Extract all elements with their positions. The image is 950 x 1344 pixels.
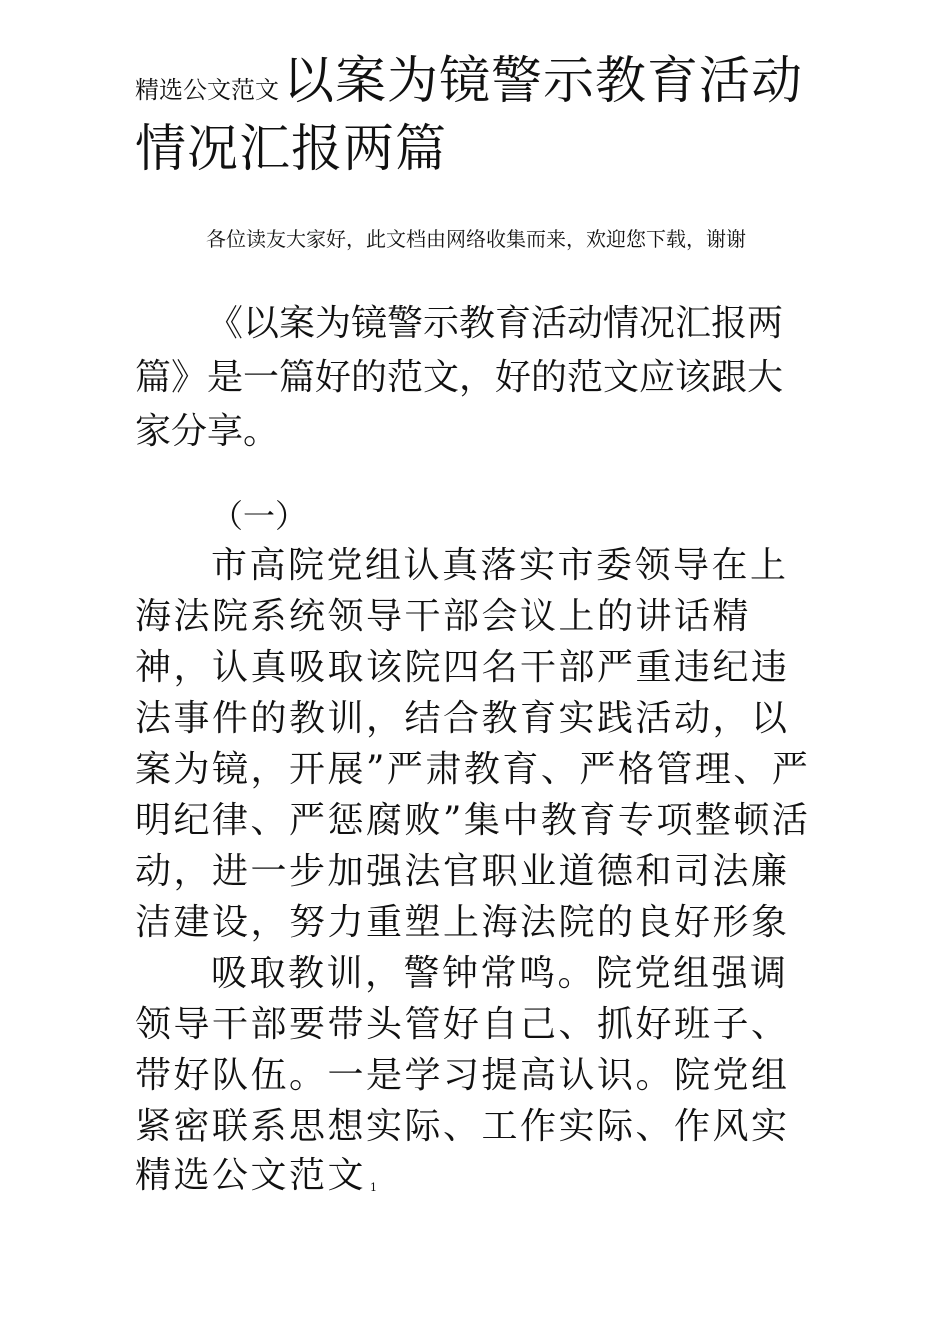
body-text xyxy=(135,540,825,1152)
footer-label: 精选公文范文 xyxy=(135,1155,367,1196)
greeting-note: 各位读友大家好，此文档由网络收集而来，欢迎您下载，谢谢 xyxy=(206,227,746,251)
page-footer xyxy=(135,1150,377,1213)
body-paragraph-2: 吸取教训，警钟常鸣。院党组强调领导干部要带头管好自己、抓好班子、带好队伍。一是学习提高认识。院党组紧密联系思想实际、工作实际、作风实 xyxy=(135,953,790,1147)
title-prefix: 精选公文范文 xyxy=(135,76,279,104)
page-number: 1 xyxy=(370,1181,378,1194)
section-heading: （一） xyxy=(211,497,308,535)
document-title xyxy=(135,52,835,180)
intro-paragraph: 《以案为镜警示教育活动情况汇报两篇》是一篇好的范文，好的范文应该跟大家分享。 xyxy=(135,303,784,452)
body-paragraph-1: 市高院党组认真落实市委领导在上海法院系统领导干部会议上的讲话精神，认真吸取该院四名干部严重违纪违法事件的教训，结合教育实践活动，以案为镜，开展”严肃教育、严格管理、严明纪律、严惩腐败”集中教育专项整顿活动，进一步加强法官职业道德和司法廉洁建设，努力重塑上海法院的良好形象 xyxy=(135,545,811,943)
title-text: 以案为镜警示教育活动情况汇报两篇 xyxy=(135,52,804,179)
